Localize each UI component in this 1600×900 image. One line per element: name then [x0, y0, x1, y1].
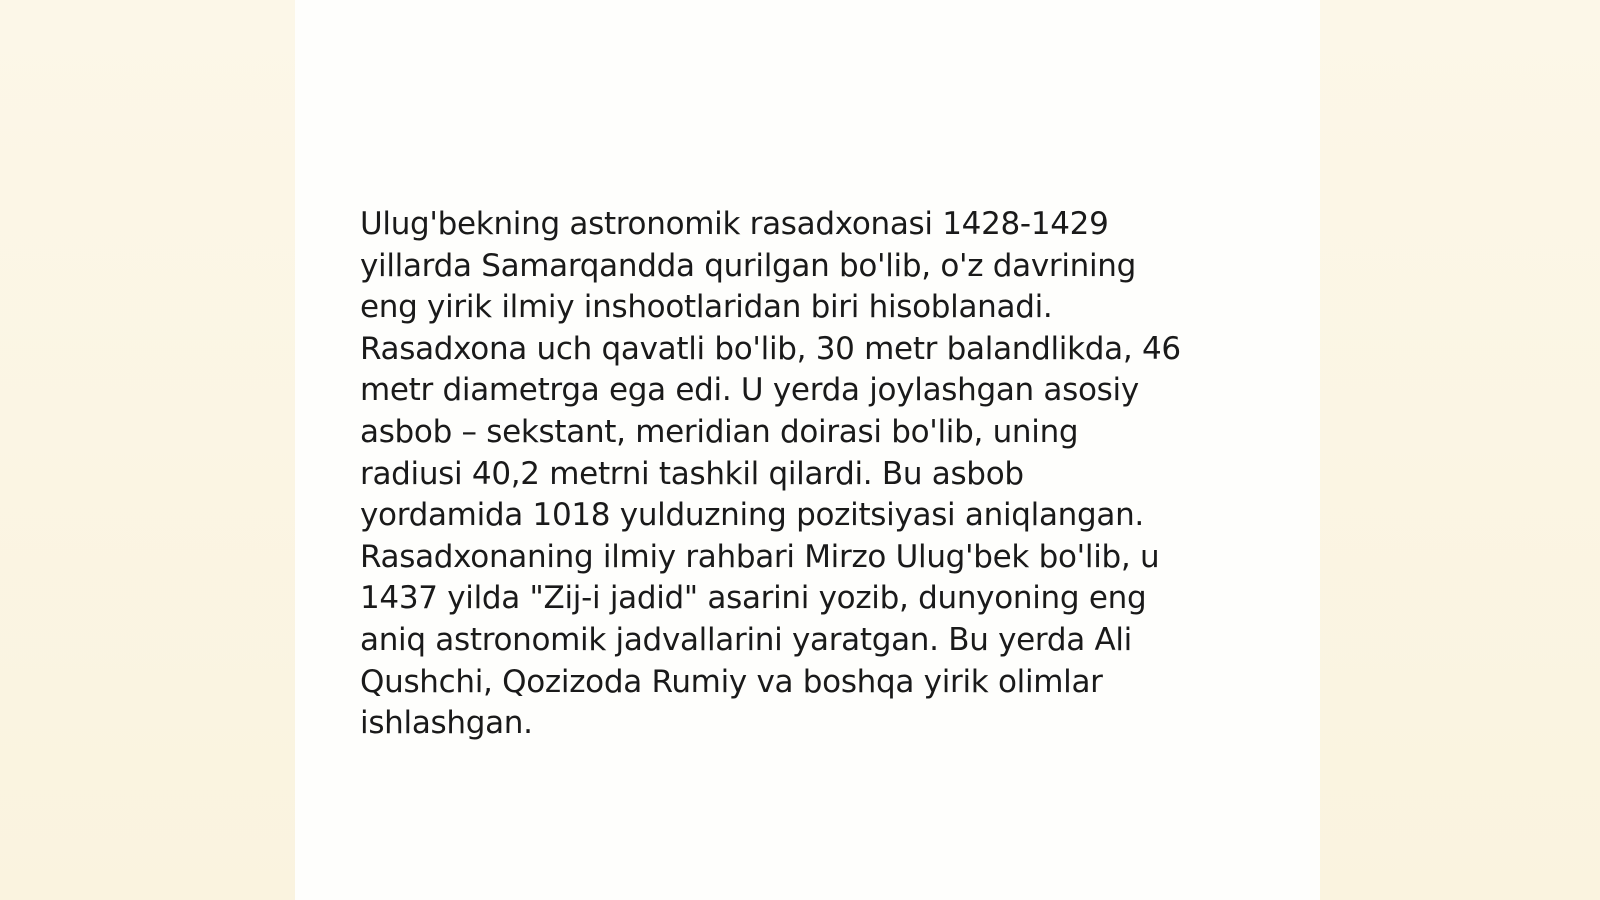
text-line: Rasadxonaning ilmiy rahbari Mirzo Ulug'bek bo'lib, u	[360, 538, 1160, 575]
text-line: aniq astronomik jadvallarini yaratgan. Bu yerda Ali	[360, 621, 1132, 658]
left-margin-panel	[0, 0, 295, 900]
text-line: Rasadxona uch qavatli bo'lib, 30 metr balandlikda, 46	[360, 330, 1181, 367]
text-line: eng yirik ilmiy inshootlaridan biri hisoblanadi.	[360, 289, 1053, 326]
text-line: 1437 yilda "Zij-i jadid" asarini yozib, dunyoning eng	[360, 580, 1147, 617]
text-line: radiusi 40,2 metrni tashkil qilardi. Bu asbob	[360, 455, 1024, 492]
text-line: ishlashgan.	[360, 705, 533, 742]
slide-page	[295, 0, 1320, 900]
text-line: asbob – sekstant, meridian doirasi bo'lib, uning	[360, 413, 1079, 450]
right-margin-panel	[1320, 0, 1600, 900]
body-paragraph	[360, 204, 1260, 745]
text-line: yordamida 1018 yulduzning pozitsiyasi aniqlangan.	[360, 497, 1144, 534]
text-line: Ulug'bekning astronomik rasadxonasi 1428-1429	[360, 206, 1109, 242]
text-line: yillarda Samarqandda qurilgan bo'lib, o'z davrining	[360, 247, 1137, 284]
text-line: Qushchi, Qozizoda Rumiy va boshqa yirik olimlar	[360, 663, 1103, 700]
text-line: metr diametrga ega edi. U yerda joylashgan asosiy	[360, 372, 1139, 409]
